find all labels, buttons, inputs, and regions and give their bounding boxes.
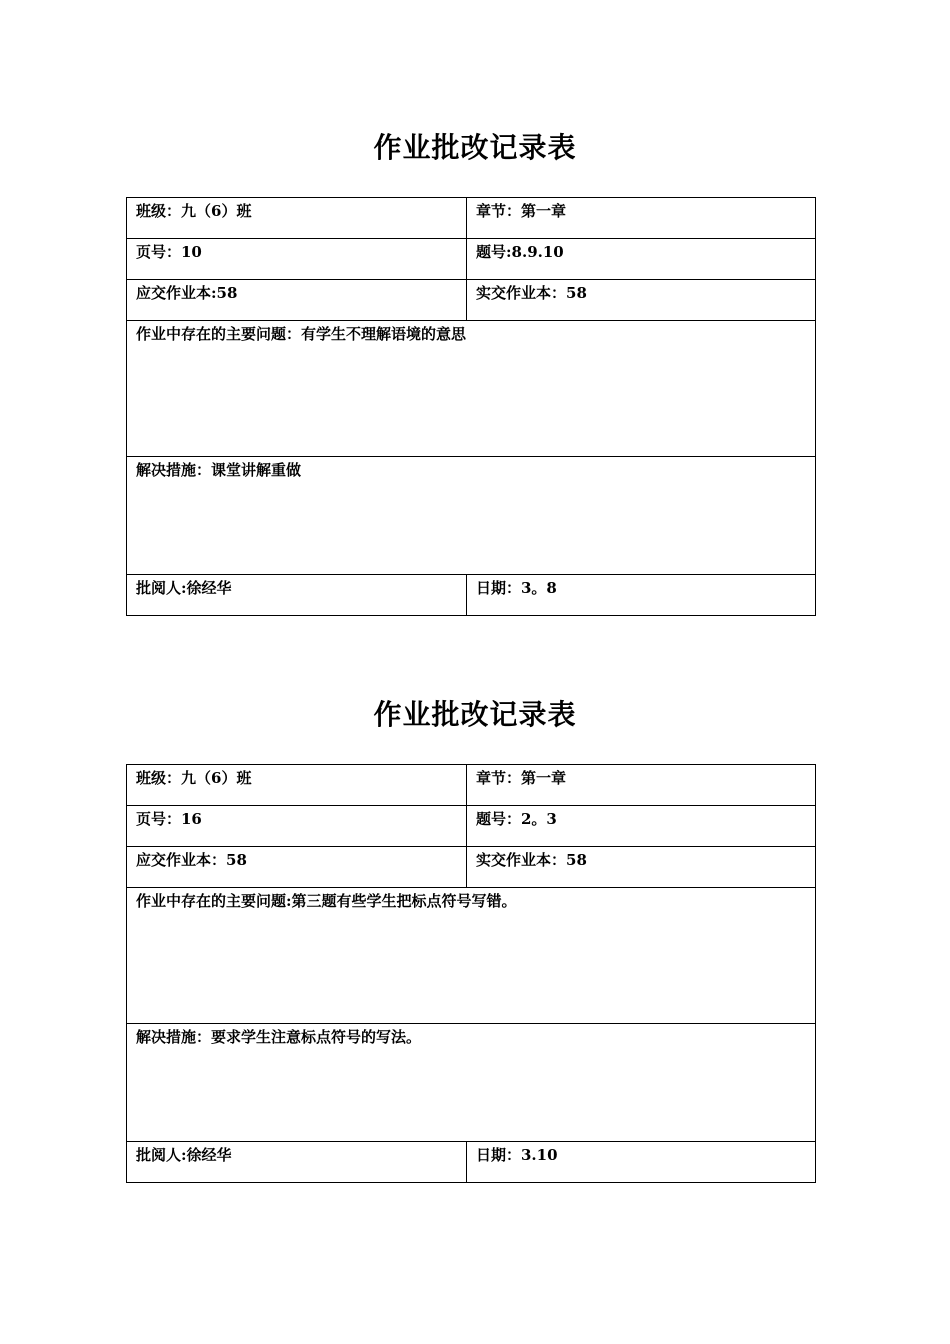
question-cell: 题号:8.9.10 [467,239,816,280]
form-title: 作业批改记录表 [373,131,577,164]
class-cell: 班级：九（6）班 [127,765,467,806]
date-cell: 日期：3。8 [467,575,816,616]
page-cell: 页号：16 [127,806,467,847]
reviewer-cell: 批阅人:徐经华 [127,575,467,616]
problem-cell: 作业中存在的主要问题:第三题有些学生把标点符号写错。 [127,888,816,1024]
question-cell: 题号：2。3 [467,806,816,847]
solution-cell: 解决措施：课堂讲解重做 [127,457,816,575]
solution-cell: 解决措施：要求学生注意标点符号的写法。 [127,1024,816,1142]
due-count-cell: 应交作业本：58 [127,847,467,888]
problem-cell: 作业中存在的主要问题：有学生不理解语境的意思 [127,321,816,457]
submitted-count-cell: 实交作业本：58 [467,847,816,888]
submitted-count-cell: 实交作业本：58 [467,280,816,321]
date-cell: 日期：3.10 [467,1142,816,1183]
table-row [127,321,816,457]
table-row [127,888,816,1024]
chapter-cell: 章节：第一章 [467,765,816,806]
reviewer-cell: 批阅人:徐经华 [127,1142,467,1183]
table-row [127,198,816,239]
table-row [127,239,816,280]
table-row [127,457,816,575]
table-row [127,847,816,888]
class-cell: 班级：九（6）班 [127,198,467,239]
chapter-cell: 章节：第一章 [467,198,816,239]
due-count-cell: 应交作业本:58 [127,280,467,321]
table-row [127,1142,816,1183]
table-row [127,806,816,847]
table-row [127,1024,816,1142]
form-title: 作业批改记录表 [373,698,577,731]
record-table [126,764,816,1183]
page-cell: 页号：10 [127,239,467,280]
table-row [127,765,816,806]
record-table [126,197,816,616]
table-row [127,280,816,321]
table-row [127,575,816,616]
